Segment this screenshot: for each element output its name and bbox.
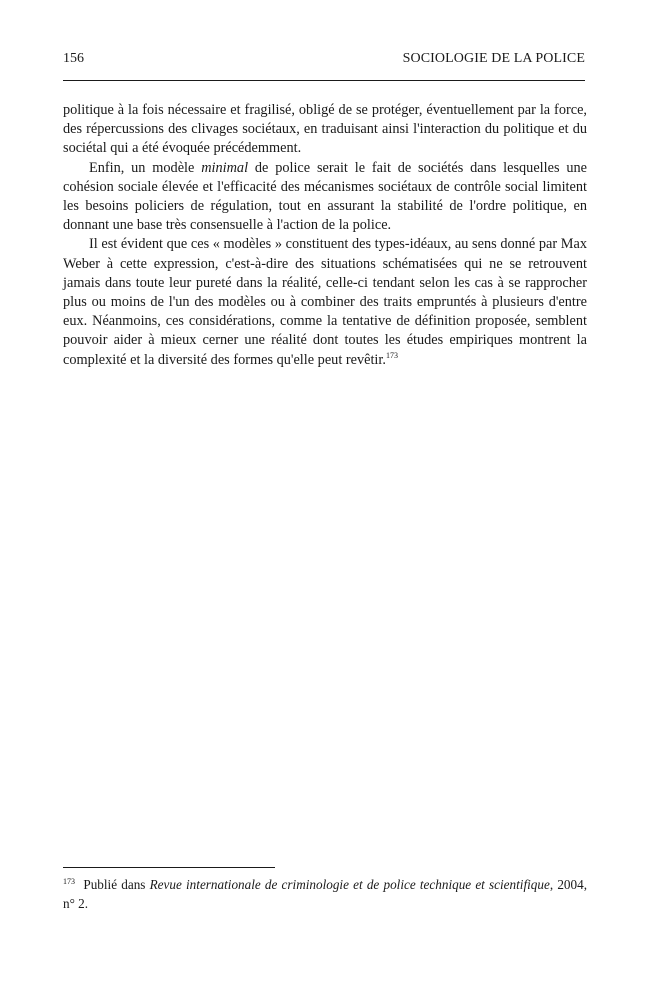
page-number: 156	[63, 51, 84, 66]
footnote-separator	[63, 867, 275, 868]
emphasis-minimal: minimal	[201, 159, 249, 176]
footnote-reference[interactable]: 173	[385, 350, 398, 360]
paragraph-minimal-model	[63, 159, 587, 236]
paragraph-continuation: politique à la fois nécessaire et fragilisé, obligé de se protéger, éventuellement par la force, des répercussions des clivages sociétaux, en traduisant ainsi l'interaction du politique et du sociétal qui a été évoquée précédemment.	[63, 102, 587, 157]
paragraph-text: Enfin, un modèle	[89, 159, 202, 176]
paragraph-ideal-types	[63, 235, 587, 369]
footnote-number: 173	[63, 877, 75, 886]
paragraph-text: de police serait le fait de sociétés dans lesquelles une cohésion sociale élevée et l'efficacité des mécanismes sociétaux de contrôle social limitent les besoins policiers de régulation, tout en assurant la stabilité de l'ordre politique, en donnant une base très consensuelle à l'action de la police.	[63, 159, 587, 234]
header-rule	[63, 80, 585, 81]
paragraph-text: Il est évident que ces « modèles » constituent des types-idéaux, au sens donné par Max Weber à cette expression, c'est-à-dire des situations schématisées qui ne se retrouvent jamais dans toute leur pureté dans la réalité, celle-ci tendant selon les cas à se rapprocher plus ou moins de l'un des modèles ou à combiner des traits empruntés à plusieurs d'entre eux. Néanmoins, ces considérations, comme la tentative de définition proposée, semblent pouvoir aider à mieux cerner une réalité dont toutes les études empiriques montrent la complexité et la diversité des formes qu'elle peut revêtir.	[63, 236, 587, 368]
footnote-text: Publié dans	[83, 877, 150, 892]
footnote-text: , 2004, n° 2.	[63, 877, 587, 911]
footnote	[63, 876, 587, 913]
footnote-journal-title: Revue internationale de criminologie et de police technique et scientifique	[149, 877, 550, 892]
running-title: SOCIOLOGIE DE LA POLICE	[402, 51, 585, 66]
body-text	[63, 101, 587, 370]
running-header	[63, 50, 585, 70]
